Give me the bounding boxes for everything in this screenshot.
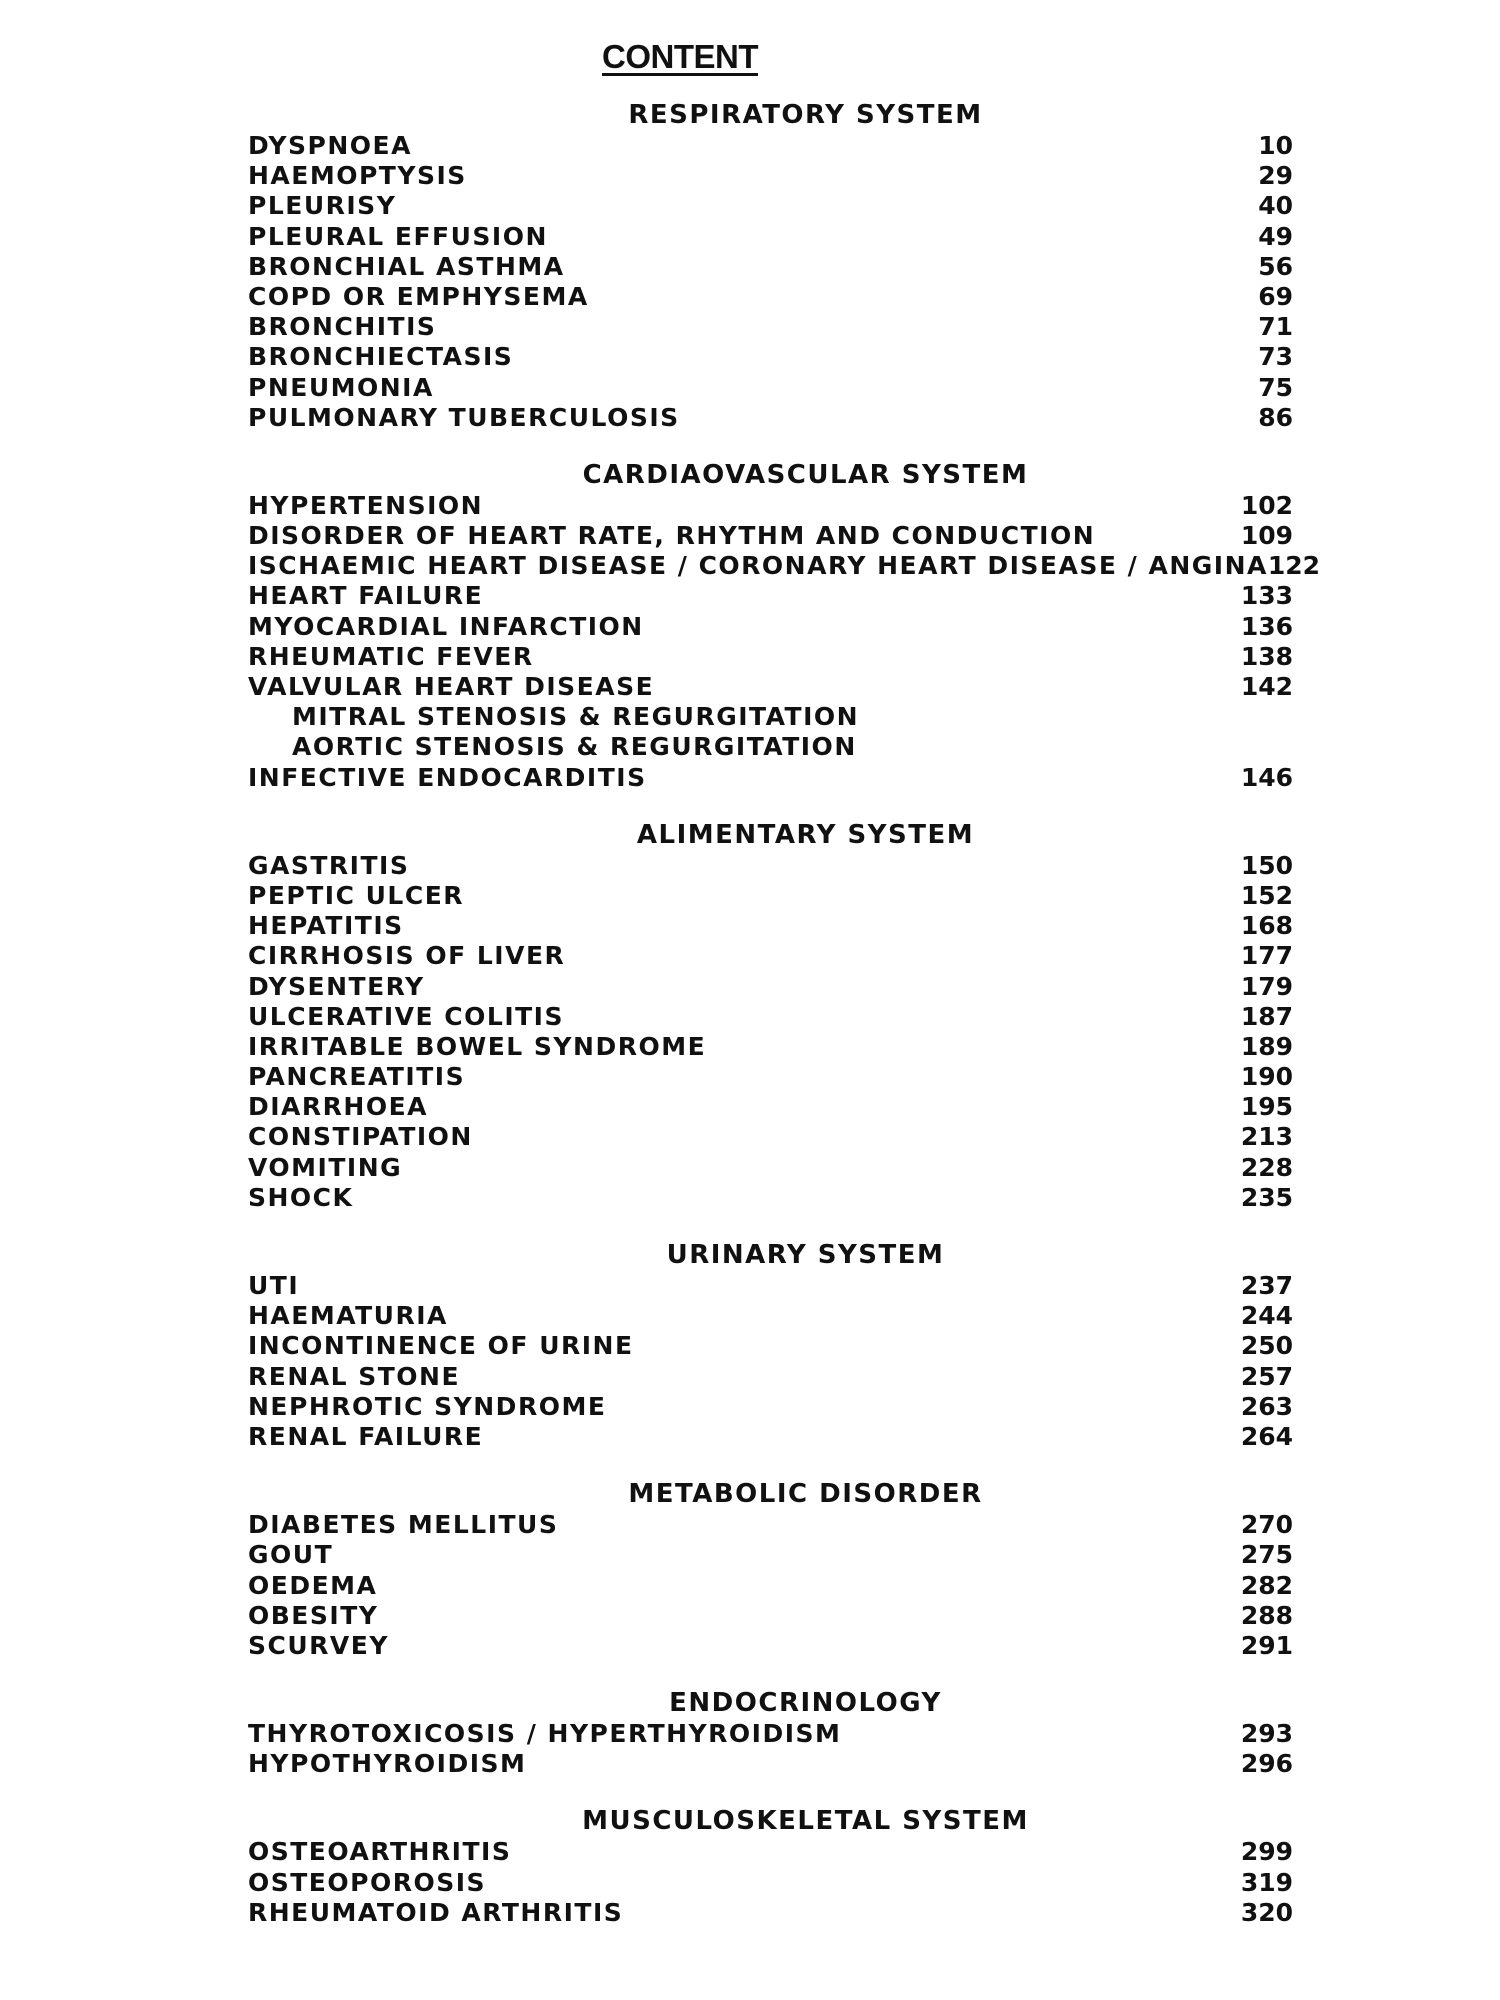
entry-title: HYPOTHYROIDISM	[248, 1749, 527, 1779]
section-heading: MUSCULOSKELETAL SYSTEM	[582, 1806, 1029, 1837]
entry-title: GASTRITIS	[248, 850, 410, 880]
toc-entry	[248, 1122, 1293, 1152]
toc-section	[248, 820, 1293, 1213]
entry-title: HAEMATURIA	[248, 1301, 448, 1331]
entry-title: PEPTIC ULCER	[248, 880, 465, 910]
entry-page-number: 319	[1240, 1867, 1293, 1897]
toc-entry	[248, 941, 1293, 971]
entry-title: DYSPNOEA	[248, 131, 412, 160]
toc-entry	[248, 1092, 1293, 1122]
entry-page-number: 299	[1240, 1837, 1293, 1867]
toc-entry	[248, 1153, 1293, 1183]
entry-title: SHOCK	[248, 1182, 354, 1212]
toc-entry	[248, 1510, 1293, 1540]
toc-entry	[248, 1898, 1293, 1928]
entry-title: DIABETES MELLITUS	[248, 1510, 559, 1540]
entry-page-number: 71	[1258, 312, 1293, 342]
entry-title: HAEMOPTYSIS	[248, 161, 467, 191]
entry-page-number: 56	[1258, 251, 1293, 281]
entry-title: GOUT	[248, 1540, 334, 1570]
entry-page-number: 250	[1240, 1331, 1293, 1361]
entry-title: BRONCHITIS	[248, 312, 437, 342]
section-heading: URINARY SYSTEM	[666, 1240, 945, 1270]
toc-entry	[248, 1540, 1293, 1570]
entry-page-number: 190	[1240, 1062, 1293, 1092]
entry-title: OBESITY	[248, 1600, 379, 1630]
section-heading: ENDOCRINOLOGY	[669, 1688, 942, 1719]
entry-page-number: 235	[1240, 1182, 1293, 1212]
entry-title: VALVULAR HEART DISEASE	[248, 672, 655, 701]
entry-page-number: 320	[1240, 1897, 1293, 1927]
toc-entry	[248, 911, 1293, 941]
entry-title: ISCHAEMIC HEART DISEASE / CORONARY HEART DISEASE / ANGINA	[248, 551, 1268, 581]
entry-title: AORTIC STENOSIS & REGURGITATION	[292, 732, 857, 762]
entry-title: NEPHROTIC SYNDROME	[248, 1391, 607, 1421]
toc-entry	[248, 1002, 1293, 1032]
entry-page-number: 73	[1258, 342, 1293, 372]
entry-page-number: 29	[1258, 161, 1293, 191]
entry-title: IRRITABLE BOWEL SYNDROME	[248, 1031, 707, 1061]
entry-page-number: 146	[1240, 762, 1293, 792]
toc-entry	[248, 551, 1321, 581]
entry-title: DYSENTERY	[248, 971, 425, 1001]
toc-entry	[248, 252, 1293, 282]
entry-page-number: 288	[1240, 1600, 1293, 1630]
toc-entry	[248, 1719, 1293, 1749]
toc-entry	[248, 612, 1293, 642]
entry-page-number: 138	[1240, 641, 1293, 671]
entry-page-number: 228	[1240, 1152, 1293, 1182]
toc-entry	[248, 131, 1293, 161]
page-title: CONTENT	[602, 38, 758, 75]
toc-section	[248, 1688, 1293, 1779]
entry-page-number: 263	[1240, 1391, 1293, 1421]
entry-page-number: 69	[1258, 281, 1293, 311]
entry-title: OSTEOARTHRITIS	[248, 1837, 512, 1867]
entry-title: RENAL STONE	[248, 1361, 461, 1391]
table-of-contents	[248, 100, 1321, 1955]
toc-entry	[248, 191, 1293, 221]
entry-title: MYOCARDIAL INFARCTION	[248, 611, 644, 641]
entry-title: DIARRHOEA	[248, 1092, 429, 1122]
toc-entry	[248, 581, 1293, 611]
entry-page-number: 86	[1258, 402, 1293, 432]
entry-page-number: 102	[1240, 490, 1293, 520]
entry-page-number: 177	[1240, 941, 1293, 971]
entry-title: HEPATITIS	[248, 911, 404, 941]
entry-title: RHEUMATIC FEVER	[248, 641, 534, 671]
toc-entry	[248, 1422, 1293, 1452]
toc-entry	[248, 1631, 1293, 1661]
entry-page-number: 257	[1240, 1361, 1293, 1391]
toc-entry	[248, 1392, 1293, 1422]
entry-title: PLEURAL EFFUSION	[248, 221, 548, 251]
entry-page-number: 237	[1240, 1271, 1293, 1300]
entry-title: MITRAL STENOSIS & REGURGITATION	[292, 702, 860, 732]
entry-page-number: 40	[1258, 191, 1293, 221]
toc-entry	[248, 1749, 1293, 1779]
entry-title: OEDEMA	[248, 1570, 378, 1600]
toc-entry	[248, 642, 1293, 672]
entry-page-number: 264	[1240, 1421, 1293, 1451]
entry-page-number: 270	[1240, 1510, 1293, 1540]
entry-title: INFECTIVE ENDOCARDITIS	[248, 762, 647, 792]
entry-page-number: 179	[1240, 971, 1293, 1001]
toc-entry	[248, 282, 1293, 312]
toc-entry	[248, 161, 1293, 191]
entry-page-number: 189	[1240, 1031, 1293, 1061]
toc-subentry	[248, 732, 1293, 762]
entry-page-number: 142	[1240, 672, 1293, 701]
toc-entry	[248, 1571, 1293, 1601]
toc-entry	[248, 672, 1293, 702]
entry-page-number: 275	[1240, 1540, 1293, 1570]
entry-page-number: 296	[1240, 1749, 1293, 1779]
entry-page-number: 133	[1240, 581, 1293, 611]
toc-section	[248, 1479, 1293, 1661]
entry-page-number: 152	[1240, 880, 1293, 910]
entry-title: CIRRHOSIS OF LIVER	[248, 941, 566, 971]
toc-entry	[248, 1062, 1293, 1092]
entry-page-number: 109	[1240, 521, 1293, 551]
toc-subentry	[248, 702, 1293, 732]
entry-title: RENAL FAILURE	[248, 1421, 484, 1451]
entry-title: OSTEOPOROSIS	[248, 1867, 487, 1897]
entry-page-number: 244	[1240, 1301, 1293, 1331]
entry-title: CONSTIPATION	[248, 1122, 473, 1152]
entry-page-number: 136	[1240, 611, 1293, 641]
toc-entry	[248, 342, 1293, 372]
toc-entry	[248, 1362, 1293, 1392]
toc-entry	[248, 1271, 1293, 1301]
toc-entry	[248, 1837, 1293, 1867]
toc-entry	[248, 851, 1293, 881]
entry-title: PNEUMONIA	[248, 372, 434, 402]
toc-entry	[248, 1301, 1293, 1331]
entry-page-number: 122	[1267, 551, 1321, 581]
toc-section	[248, 100, 1293, 433]
toc-entry	[248, 972, 1293, 1002]
entry-title: SCURVEY	[248, 1630, 389, 1660]
toc-section	[248, 459, 1321, 793]
section-heading: CARDIAOVASCULAR SYSTEM	[582, 459, 1029, 490]
entry-title: PULMONARY TUBERCULOSIS	[248, 402, 680, 432]
entry-page-number: 291	[1240, 1630, 1293, 1660]
toc-entry	[248, 1601, 1293, 1631]
toc-entry	[248, 222, 1293, 252]
section-heading: RESPIRATORY SYSTEM	[628, 100, 983, 130]
toc-section	[248, 1240, 1293, 1452]
toc-entry	[248, 763, 1293, 793]
entry-page-number: 49	[1258, 221, 1293, 251]
entry-title: DISORDER OF HEART RATE, RHYTHM AND CONDUCTION	[248, 521, 1096, 551]
entry-page-number: 293	[1240, 1719, 1293, 1749]
entry-page-number: 75	[1258, 372, 1293, 402]
entry-page-number: 150	[1240, 850, 1293, 880]
entry-page-number: 10	[1258, 131, 1293, 160]
entry-page-number: 168	[1240, 911, 1293, 941]
toc-entry	[248, 521, 1293, 551]
toc-entry	[248, 373, 1293, 403]
toc-entry	[248, 491, 1293, 521]
toc-entry	[248, 312, 1293, 342]
section-heading: ALIMENTARY SYSTEM	[636, 819, 975, 850]
entry-page-number: 187	[1240, 1001, 1293, 1031]
entry-title: VOMITING	[248, 1152, 403, 1182]
entry-title: THYROTOXICOSIS / HYPERTHYROIDISM	[248, 1719, 842, 1749]
toc-entry	[248, 1183, 1293, 1213]
entry-title: INCONTINENCE OF URINE	[248, 1331, 634, 1361]
entry-title: HEART FAILURE	[248, 581, 484, 611]
entry-title: RHEUMATOID ARTHRITIS	[248, 1897, 624, 1927]
section-heading: METABOLIC DISORDER	[628, 1479, 983, 1510]
toc-entry	[248, 881, 1293, 911]
entry-title: ULCERATIVE COLITIS	[248, 1001, 564, 1031]
entry-title: PANCREATITIS	[248, 1062, 466, 1092]
entry-page-number: 282	[1240, 1570, 1293, 1600]
entry-title: BRONCHIAL ASTHMA	[248, 251, 565, 281]
entry-title: PLEURISY	[248, 191, 397, 221]
entry-page-number: 195	[1240, 1092, 1293, 1122]
toc-section	[248, 1806, 1293, 1928]
toc-entry	[248, 1032, 1293, 1062]
entry-page-number: 213	[1240, 1122, 1293, 1152]
entry-title: COPD OR EMPHYSEMA	[248, 281, 589, 311]
toc-entry	[248, 1331, 1293, 1361]
entry-title: UTI	[248, 1271, 300, 1300]
toc-entry	[248, 403, 1293, 433]
toc-entry	[248, 1868, 1293, 1898]
entry-title: HYPERTENSION	[248, 490, 484, 520]
entry-title: BRONCHIECTASIS	[248, 342, 514, 372]
